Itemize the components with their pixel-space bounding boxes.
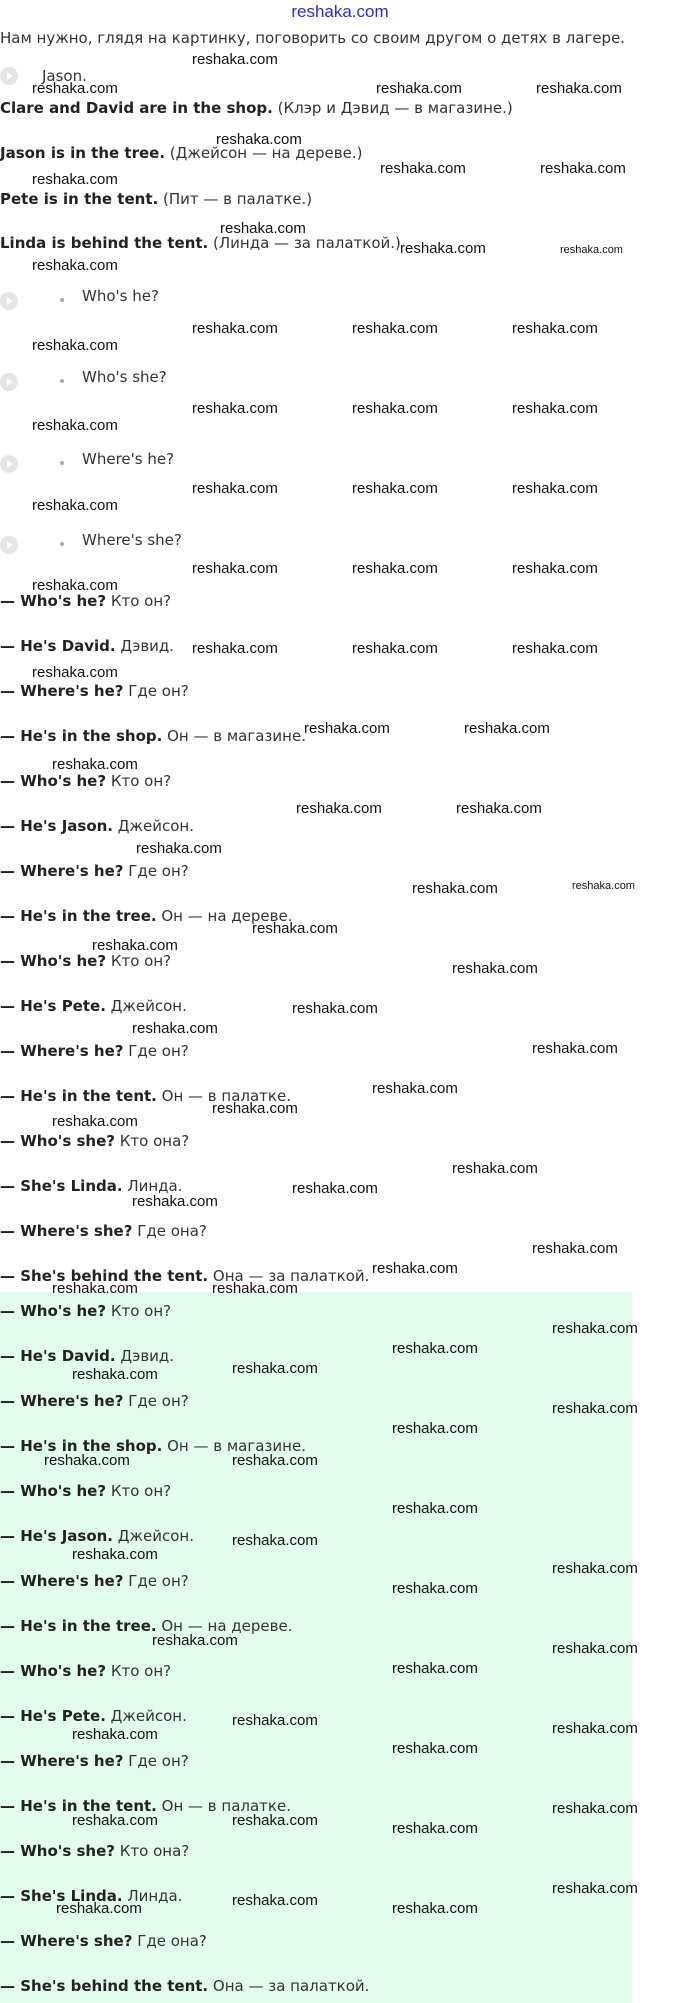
watermark: reshaka.com [72,1812,158,1829]
watermark: reshaka.com [192,560,278,577]
watermark: reshaka.com [152,1632,238,1649]
dialogue-line-bold: — He's in the tent. [0,1087,157,1105]
dialogue-line-text: Где он? [123,682,189,700]
dialogue-line-bold: — Where's he? [0,682,124,700]
bullet-icon [60,298,64,302]
answer-line-text: Он — в палатке. [156,1797,291,1815]
watermark: reshaka.com [400,240,486,257]
dialogue-line-text: Он — на дереве. [156,907,293,925]
dialogue-line [0,681,189,701]
answer-line-text: Где он? [123,1752,189,1770]
answer-line [0,1841,189,1861]
picture-item-text: (Пит — в палатке.) [158,190,313,208]
watermark: reshaka.com [512,320,598,337]
watermark: reshaka.com [412,880,498,897]
watermark: reshaka.com [572,880,635,892]
bullet-icon [60,461,64,465]
watermark: reshaka.com [464,720,550,737]
watermark: reshaka.com [352,480,438,497]
dialogue-line [0,951,171,971]
watermark: reshaka.com [72,1366,158,1383]
watermark: reshaka.com [132,1193,218,1210]
dialogue-line-bold: — She's Linda. [0,1177,123,1195]
picture-item-text: (Линда — за палаткой.) [208,234,401,252]
watermark: reshaka.com [392,1420,478,1437]
watermark: reshaka.com [232,1892,318,1909]
watermark: reshaka.com [532,1240,618,1257]
watermark: reshaka.com [552,1800,638,1817]
answer-line-bold: — Who's she? [0,1842,115,1860]
answer-line [0,1751,189,1771]
answer-line-text: Джейсон. [105,1707,187,1725]
watermark: reshaka.com [92,937,178,954]
question-item: Who's he? [82,287,159,305]
answer-line-bold: — He's in the tree. [0,1617,157,1635]
watermark: reshaka.com [380,160,466,177]
dialogue-line-text: Где он? [123,1042,189,1060]
watermark: reshaka.com [540,160,626,177]
watermark: reshaka.com [32,257,118,274]
play-audio-icon[interactable] [0,536,18,554]
picture-item [0,143,362,163]
answer-line-text: Кто он? [106,1662,172,1680]
dialogue-line [0,591,171,611]
bullet-icon [60,542,64,546]
picture-item-bold: Linda is behind the tent. [0,234,209,252]
answer-line-text: Он — на дереве. [156,1617,293,1635]
play-audio-icon[interactable] [0,455,18,473]
watermark: reshaka.com [216,131,302,148]
watermark: reshaka.com [52,1113,138,1130]
answer-line-text: Где он? [123,1392,189,1410]
site-logo[interactable]: reshaka.com [291,2,389,21]
watermark: reshaka.com [292,1180,378,1197]
dialogue-line-text: Кто он? [106,772,172,790]
play-audio-icon[interactable] [0,373,18,391]
dialogue-line [0,1041,189,1061]
dialogue-line-text: Кто она? [114,1132,190,1150]
answer-line-text: Дэвид. [115,1347,175,1365]
watermark: reshaka.com [52,1280,138,1297]
dialogue-line [0,726,306,746]
watermark: reshaka.com [32,171,118,188]
answer-line-bold: — He's David. [0,1347,116,1365]
watermark: reshaka.com [392,1340,478,1357]
watermark: reshaka.com [512,400,598,417]
watermark: reshaka.com [212,1280,298,1297]
answer-line-bold: — Where's he? [0,1752,124,1770]
watermark: reshaka.com [552,1560,638,1577]
dialogue-line [0,1131,189,1151]
picture-item-text: (Клэр и Дэвид — в магазине.) [272,99,513,117]
watermark: reshaka.com [392,1740,478,1757]
answer-line [0,1481,171,1501]
picture-item-text: (Джейсон — на дереве.) [165,144,363,162]
watermark: reshaka.com [292,1000,378,1017]
answer-line [0,1976,369,1996]
picture-item [0,233,401,253]
answer-line [0,1931,207,1951]
watermark: reshaka.com [232,1812,318,1829]
answer-line-text: Джейсон. [113,1527,194,1545]
picture-item-bold: Clare and David are in the shop. [0,99,273,117]
answer-line-bold: — Where's he? [0,1572,124,1590]
answer-line [0,1301,171,1321]
question-item: Who's she? [82,368,167,386]
dialogue-line-text: Она — за палаткой. [208,1267,370,1285]
watermark: reshaka.com [32,337,118,354]
answer-line-bold: — Who's he? [0,1662,107,1680]
dialogue-line-text: Линда. [122,1177,183,1195]
watermark: reshaka.com [136,840,222,857]
watermark: reshaka.com [512,640,598,657]
answer-line-text: Он — в магазине. [162,1437,306,1455]
picture-item [0,189,312,209]
watermark: reshaka.com [512,480,598,497]
watermark: reshaka.com [392,1580,478,1597]
question-item: Where's he? [82,450,175,468]
answer-line-bold: — He's Pete. [0,1707,106,1725]
answer-line-bold: — Who's he? [0,1482,107,1500]
watermark: reshaka.com [220,220,306,237]
dialogue-line-bold: — Who's he? [0,592,107,610]
dialogue-line-text: Он — в палатке. [156,1087,291,1105]
watermark: reshaka.com [372,1080,458,1097]
dialogue-line [0,861,189,881]
dialogue-line-text: Где он? [123,862,189,880]
watermark: reshaka.com [232,1712,318,1729]
watermark: reshaka.com [232,1532,318,1549]
dialogue-line [0,636,174,656]
watermark: reshaka.com [452,960,538,977]
watermark: reshaka.com [52,756,138,773]
dialogue-line-text: Дэвид. [115,637,175,655]
play-audio-icon[interactable] [0,67,18,85]
task-intro: Нам нужно, глядя на картинку, поговорить со своим другом о детях в лагере. [0,29,626,47]
dialogue-line [0,906,292,926]
answer-line [0,1616,292,1636]
watermark: reshaka.com [552,1880,638,1897]
watermark: reshaka.com [352,320,438,337]
picture-item-text: Jason. [42,67,87,85]
watermark: reshaka.com [32,80,118,97]
watermark: reshaka.com [132,1020,218,1037]
watermark: reshaka.com [392,1820,478,1837]
answer-line-text: Кто он? [106,1302,172,1320]
watermark: reshaka.com [192,400,278,417]
picture-item-bold: Jason is in the tree. [0,144,166,162]
dialogue-line [0,996,187,1016]
answer-line-bold: — He's in the shop. [0,1437,163,1455]
watermark: reshaka.com [56,1900,142,1917]
dialogue-line-bold: — Where's she? [0,1222,133,1240]
play-audio-icon[interactable] [0,292,18,310]
watermark: reshaka.com [32,577,118,594]
picture-item-bold: Pete is in the tent. [0,190,159,208]
watermark: reshaka.com [32,497,118,514]
answer-line-text: Она — за палаткой. [208,1977,370,1995]
answer-line [0,1661,171,1681]
watermark: reshaka.com [392,1900,478,1917]
watermark: reshaka.com [512,560,598,577]
answer-line-bold: — She's Linda. [0,1887,123,1905]
watermark: reshaka.com [72,1546,158,1563]
dialogue-line-text: Где она? [132,1222,207,1240]
watermark: reshaka.com [560,244,623,256]
dialogue-line [0,771,171,791]
watermark: reshaka.com [352,400,438,417]
watermark: reshaka.com [352,560,438,577]
dialogue-line-text: Он — в магазине. [162,727,306,745]
answer-line [0,1526,194,1546]
dialogue-line-text: Кто он? [106,952,172,970]
dialogue-line-text: Кто он? [106,592,172,610]
watermark: reshaka.com [192,51,278,68]
dialogue-line-bold: — He's Jason. [0,817,114,835]
answer-line-text: Где она? [132,1932,207,1950]
watermark: reshaka.com [376,80,462,97]
watermark: reshaka.com [32,664,118,681]
dialogue-line [0,1221,207,1241]
answer-line-bold: — Who's he? [0,1302,107,1320]
answer-line-bold: — He's in the tent. [0,1797,157,1815]
watermark: reshaka.com [552,1640,638,1657]
question-item: Where's she? [82,531,182,549]
watermark: reshaka.com [44,1452,130,1469]
answer-line [0,1391,189,1411]
watermark: reshaka.com [252,920,338,937]
answer-line-text: Кто он? [106,1482,172,1500]
watermark: reshaka.com [552,1720,638,1737]
dialogue-line-bold: — He's in the shop. [0,727,163,745]
watermark: reshaka.com [392,1500,478,1517]
watermark: reshaka.com [192,640,278,657]
answer-line-text: Кто она? [114,1842,190,1860]
watermark: reshaka.com [212,1100,298,1117]
dialogue-line-text: Джейсон. [113,817,194,835]
watermark: reshaka.com [296,800,382,817]
watermark: reshaka.com [192,320,278,337]
watermark: reshaka.com [32,417,118,434]
dialogue-line-bold: — He's in the tree. [0,907,157,925]
bullet-icon [60,379,64,383]
answer-line-bold: — Where's she? [0,1932,133,1950]
watermark: reshaka.com [304,720,390,737]
watermark: reshaka.com [452,1160,538,1177]
watermark: reshaka.com [232,1360,318,1377]
answer-line-text: Где он? [123,1572,189,1590]
watermark: reshaka.com [372,1260,458,1277]
dialogue-line-bold: — Who's he? [0,772,107,790]
dialogue-line-bold: — Where's he? [0,862,124,880]
answer-line-bold: — He's Jason. [0,1527,114,1545]
dialogue-line-text: Джейсон. [105,997,187,1015]
answer-line [0,1571,189,1591]
watermark: reshaka.com [552,1320,638,1337]
watermark: reshaka.com [536,80,622,97]
picture-item [0,98,513,118]
watermark: reshaka.com [232,1452,318,1469]
watermark: reshaka.com [72,1726,158,1743]
answer-line-text: Линда. [122,1887,183,1905]
dialogue-line-bold: — He's Pete. [0,997,106,1015]
watermark: reshaka.com [192,480,278,497]
watermark: reshaka.com [352,640,438,657]
watermark: reshaka.com [392,1660,478,1677]
answer-line-bold: — She's behind the tent. [0,1977,209,1995]
answer-line-bold: — Where's he? [0,1392,124,1410]
dialogue-line-bold: — Who's she? [0,1132,115,1150]
dialogue-line-bold: — Where's he? [0,1042,124,1060]
dialogue-line-bold: — He's David. [0,637,116,655]
watermark: reshaka.com [532,1040,618,1057]
dialogue-line-bold: — Who's he? [0,952,107,970]
watermark: reshaka.com [552,1400,638,1417]
dialogue-line [0,816,194,836]
answer-line [0,1706,187,1726]
answer-line [0,1346,174,1366]
dialogue-line-bold: — She's behind the tent. [0,1267,209,1285]
watermark: reshaka.com [456,800,542,817]
